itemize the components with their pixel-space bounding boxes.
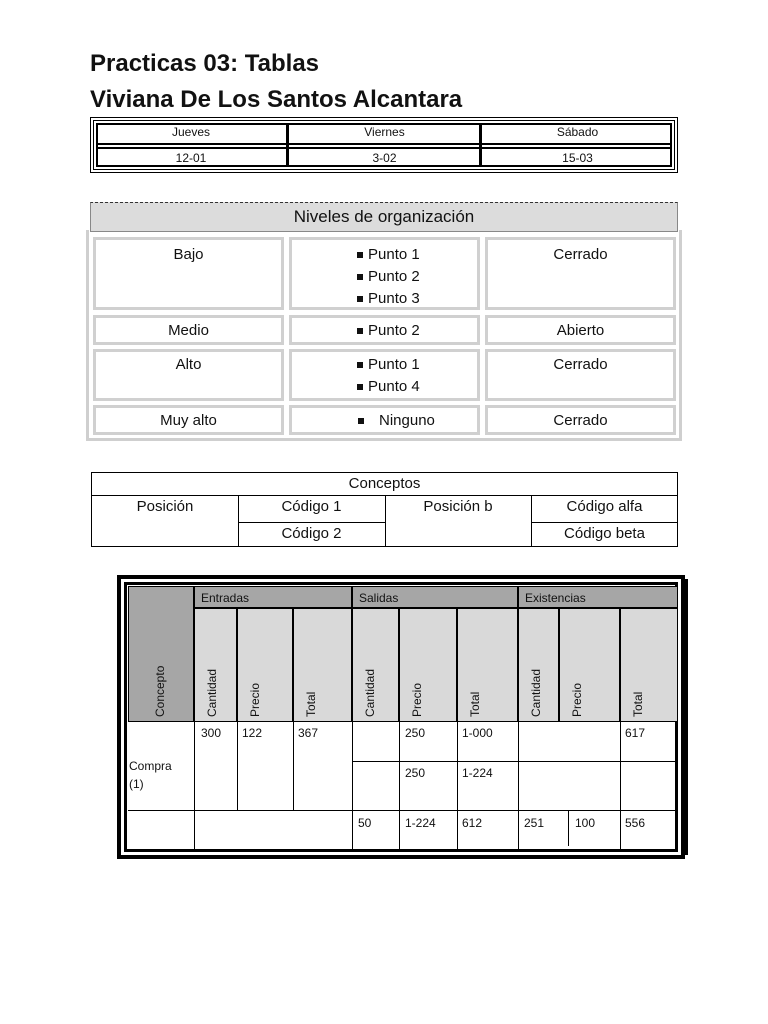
table-cell: 1-224 bbox=[462, 766, 493, 780]
table-cell: 556 bbox=[625, 816, 646, 830]
table-cell: 250 bbox=[405, 726, 426, 740]
list-item: Punto 2 bbox=[292, 320, 477, 342]
table-cell: 100 bbox=[575, 816, 596, 830]
table-cell: 1-224 bbox=[405, 816, 436, 830]
state-cell: Cerrado bbox=[485, 405, 676, 435]
list-item: Ninguno bbox=[292, 410, 477, 432]
conceptos-table bbox=[91, 472, 678, 547]
days-table bbox=[90, 117, 678, 173]
points-cell bbox=[289, 405, 480, 435]
codigo2-label: Código 2 bbox=[281, 525, 342, 542]
points-cell bbox=[289, 315, 480, 345]
points-cell bbox=[289, 237, 480, 310]
codigo-beta-label: Código beta bbox=[564, 525, 645, 542]
row-label: Compra (1) bbox=[129, 759, 172, 791]
subheader-cell: Precio bbox=[237, 608, 293, 722]
posicion-label: Posición bbox=[136, 498, 194, 515]
conceptos-title: Conceptos bbox=[348, 475, 421, 492]
list-item: Punto 2 bbox=[292, 266, 477, 288]
page-title: Practicas 03: Tablas bbox=[90, 50, 320, 77]
state-cell: Abierto bbox=[485, 315, 676, 345]
state-cell: Cerrado bbox=[485, 349, 676, 401]
level-cell: Muy alto bbox=[93, 405, 284, 435]
table-cell: 1-000 bbox=[462, 726, 493, 740]
niveles-title: Niveles de organización bbox=[90, 202, 678, 232]
list-item: Punto 4 bbox=[292, 376, 477, 398]
day-header: Viernes bbox=[364, 125, 405, 139]
codigo-alfa-label: Código alfa bbox=[566, 498, 643, 515]
list-item: Punto 1 bbox=[292, 244, 477, 266]
group-header: Existencias bbox=[518, 586, 678, 608]
table-cell: 250 bbox=[405, 766, 426, 780]
subheader-cell: Cantidad bbox=[194, 608, 237, 722]
day-value: 15-03 bbox=[562, 151, 593, 165]
subheader-cell: Cantidad bbox=[352, 608, 399, 722]
table-cell: 251 bbox=[524, 816, 545, 830]
day-value: 12-01 bbox=[175, 151, 207, 165]
inventory-table bbox=[117, 575, 685, 859]
list-item: Punto 1 bbox=[292, 354, 477, 376]
level-cell: Bajo bbox=[93, 237, 284, 310]
table-cell: 617 bbox=[625, 726, 646, 740]
subheader-cell: Precio bbox=[559, 608, 620, 722]
subheader-cell: Total bbox=[620, 608, 678, 722]
posicion-b-label: Posición b bbox=[423, 498, 493, 515]
state-cell: Cerrado bbox=[485, 237, 676, 310]
table-cell: 367 bbox=[298, 726, 319, 740]
author-name: Viviana De Los Santos Alcantara bbox=[90, 86, 463, 113]
codigo1-label: Código 1 bbox=[281, 498, 342, 515]
subheader-cell: Total bbox=[293, 608, 352, 722]
table-cell: 50 bbox=[358, 816, 372, 830]
level-cell: Alto bbox=[93, 349, 284, 401]
group-header: Salidas bbox=[352, 586, 518, 608]
list-item: Punto 3 bbox=[292, 288, 477, 310]
level-cell: Medio bbox=[93, 315, 284, 345]
concepto-header: Concepto bbox=[128, 586, 194, 722]
day-header: Sábado bbox=[556, 125, 599, 139]
table-cell: 300 bbox=[201, 726, 222, 740]
subheader-cell: Total bbox=[457, 608, 518, 722]
group-header: Entradas bbox=[194, 586, 352, 608]
subheader-cell: Precio bbox=[399, 608, 457, 722]
subheader-cell: Cantidad bbox=[518, 608, 559, 722]
table-cell: 122 bbox=[242, 726, 263, 740]
day-header: Jueves bbox=[171, 125, 211, 139]
points-cell bbox=[289, 349, 480, 401]
day-value: 3-02 bbox=[372, 151, 397, 165]
table-cell: 612 bbox=[462, 816, 483, 830]
